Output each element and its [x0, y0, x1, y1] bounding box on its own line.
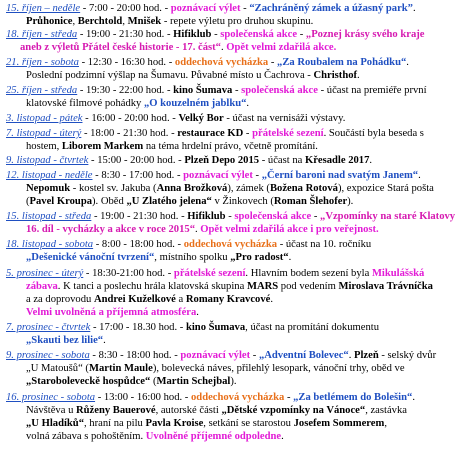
event-type: přátelské sezení — [173, 268, 246, 279]
body-text: - 19:00 - 21:30 hod. - — [77, 29, 174, 40]
body-text: , — [384, 418, 387, 429]
event-date[interactable]: 7. listopad - úterý — [6, 128, 82, 139]
body-text: - — [250, 350, 259, 361]
body-text: - 12:30 - 16:30 hod. - — [78, 57, 175, 68]
bold-name: Berchtold — [77, 16, 123, 27]
body-text: a za doprovodu — [26, 294, 94, 305]
body-text: na téma hrdelní právo, včetně promítání. — [143, 141, 318, 152]
body-text: - 17:00 - 18.30 hod. - — [90, 322, 186, 333]
entry-line — [6, 97, 432, 110]
event-entry — [6, 112, 432, 125]
walk-type: oddechová vycházka — [191, 392, 285, 403]
event-entry — [6, 169, 432, 208]
body-text: , setkání se starostou — [203, 418, 294, 429]
body-text: . Součástí byla beseda s — [323, 128, 424, 139]
bold-name: Plzeň Depo 2015 — [184, 155, 260, 166]
body-text: - 7:00 - 20:00 hod. - — [80, 3, 171, 14]
bold-name: Plzeň — [354, 350, 379, 361]
event-entry — [6, 154, 432, 167]
entry-line — [6, 154, 432, 167]
body-text: - — [232, 85, 242, 96]
body-text: - — [268, 57, 278, 68]
bold-name: Božena Rotová — [269, 183, 338, 194]
body-text: ), expozice Stará pošta — [337, 183, 434, 194]
bold-name: Roman Šlehofer — [273, 196, 348, 207]
event-entry — [6, 210, 455, 236]
event-title: 16. díl - vycházky a akce v roce 2015“ — [26, 224, 195, 235]
event-entry — [6, 84, 432, 110]
body-text: - 16:00 - 20:00 hod. - — [82, 113, 179, 124]
bold-name: Nepomuk — [26, 183, 71, 194]
event-entry — [6, 127, 432, 153]
entry-line — [6, 321, 432, 334]
body-text: - účast na — [259, 155, 305, 166]
event-title: „Dešenické vánoční tvrzení“ — [26, 252, 155, 263]
body-text: ). — [230, 376, 237, 387]
bold-name: Josefem Sommerem — [293, 418, 385, 429]
walk-type: oddechová vycházka — [174, 57, 269, 68]
entry-line — [6, 375, 432, 388]
event-entry — [6, 267, 432, 319]
body-text: . — [281, 431, 284, 442]
bold-name: Andrei Kuželkové — [93, 294, 176, 305]
event-type: společenská akce — [220, 29, 298, 40]
entry-line — [6, 430, 432, 443]
body-text: - 15:00 - 20:00 hod. - — [88, 155, 185, 166]
event-type: Velmi uvolněná a příjemná atmosféra — [26, 307, 197, 318]
body-text: . — [348, 350, 355, 361]
bold-name: Pavla Kroise — [145, 418, 204, 429]
entry-line — [6, 15, 432, 28]
body-text: , místního spolku — [154, 252, 231, 263]
body-text: - — [225, 211, 235, 222]
bold-name: Liborem Markem — [61, 141, 144, 152]
body-text: - — [284, 392, 294, 403]
entry-line — [6, 210, 455, 223]
event-title: „Za Roubalem na Pohádku“ — [277, 57, 407, 68]
event-date[interactable]: 16. prosinec - sobota — [6, 392, 96, 403]
bold-name: MARS — [246, 281, 279, 292]
event-entry — [6, 238, 432, 264]
event-date[interactable]: 5. prosinec - úterý — [6, 268, 84, 279]
body-text: - kostel sv. Jakuba ( — [70, 183, 157, 194]
body-text: a — [175, 294, 186, 305]
body-text: . K tanci a poslechu hrála klatovská skupina — [57, 281, 247, 292]
body-text: . — [196, 307, 199, 318]
body-text: - 8:30 - 18:00 hod. - — [89, 350, 181, 361]
entry-line — [6, 417, 432, 430]
event-type: zábava — [26, 281, 58, 292]
entry-line — [6, 41, 432, 54]
event-type: společenská akce — [234, 211, 312, 222]
event-type: poznávací výlet — [183, 170, 253, 181]
body-text: - 19:00 - 21:30 hod. - — [91, 211, 188, 222]
entry-line — [6, 238, 432, 251]
entry-line — [6, 334, 432, 347]
body-text: - 8:00 - 18:00 hod. - — [93, 239, 184, 250]
event-date[interactable]: 15. listopad - středa — [6, 211, 92, 222]
entry-line — [6, 84, 432, 97]
body-text: , — [122, 16, 128, 27]
body-text: v Žinkovech ( — [211, 196, 274, 207]
event-title: „Vzpomínky na staré Klatovy — [320, 211, 455, 222]
body-text: Návštěva u — [26, 405, 77, 416]
event-type: poznávací výlet — [180, 350, 251, 361]
bold-name: Křesadle 2017 — [304, 155, 370, 166]
body-text: . — [406, 57, 409, 68]
body-text: klatovské filmové pohádky — [26, 98, 144, 109]
bold-name: Anna Brožková — [156, 183, 228, 194]
entry-line — [6, 362, 432, 375]
body-text: ( — [26, 196, 30, 207]
body-text: - — [211, 29, 221, 40]
body-text: . — [357, 70, 360, 81]
body-text: - repete výletu pro druhou skupinu. — [161, 16, 314, 27]
entry-line — [6, 391, 432, 404]
body-text: ), zámek ( — [227, 183, 270, 194]
body-text: . — [369, 155, 373, 166]
event-entry — [6, 349, 437, 388]
entry-line — [6, 267, 432, 280]
event-title: „Černí baroni nad svatým Janem“ — [261, 170, 419, 181]
body-text: - — [240, 3, 250, 14]
event-title: “Zachráněný zámek a úžasný park” — [249, 3, 413, 14]
entry-line — [6, 280, 432, 293]
body-text: , autorské části — [155, 405, 222, 416]
entry-line — [6, 293, 432, 306]
body-text: - 18:30-21:00 hod. - — [83, 268, 174, 279]
bold-name: „U Zlatého jelena“ — [126, 196, 212, 207]
entry-line — [6, 2, 432, 15]
event-entry — [6, 56, 432, 82]
bold-name: Hifiklub — [173, 29, 212, 40]
entry-line — [6, 404, 432, 417]
event-date[interactable]: 21. říjen - sobota — [6, 57, 79, 68]
bold-name: „Pro radost“ — [230, 252, 289, 263]
bold-name: Mnišek — [127, 16, 162, 27]
event-date[interactable]: 7. prosinec - čtvrtek — [6, 322, 91, 333]
bold-name: Christhof — [313, 70, 358, 81]
event-type: Mikulášská — [371, 268, 425, 279]
event-type: poznávací výlet — [170, 3, 241, 14]
body-text: - účast na vernisáži výstavy. — [223, 113, 346, 124]
body-text: , — [72, 16, 78, 27]
event-date[interactable]: 9. listopad - čtvrtek — [6, 155, 89, 166]
entry-line — [6, 28, 432, 41]
entry-line — [6, 251, 432, 264]
event-type: přátelské sezení — [252, 128, 324, 139]
entry-line — [6, 195, 432, 208]
entry-line — [6, 306, 432, 319]
event-entry — [6, 2, 432, 28]
entry-line — [6, 349, 437, 362]
body-text: - — [297, 29, 306, 40]
bold-name: kino Šumava — [173, 85, 233, 96]
event-date[interactable]: 25. říjen - středa — [6, 85, 78, 96]
body-text: . — [288, 252, 292, 263]
event-title: „Poznej krásy svého kraje — [305, 29, 425, 40]
bold-name: Romany Kravcové — [185, 294, 271, 305]
body-text: - — [311, 211, 321, 222]
entry-line — [6, 140, 432, 153]
event-title: „Adventní Bolevec“ — [258, 350, 349, 361]
bold-name: Martin Maule — [88, 363, 153, 374]
body-text: , zastávka — [365, 405, 407, 416]
entry-line — [6, 223, 432, 236]
body-text: . — [246, 98, 250, 109]
body-text: ). Oběd — [92, 196, 127, 207]
entry-line — [6, 169, 432, 182]
body-text: . — [412, 3, 416, 14]
body-text: - účast na 10. ročníku — [277, 239, 372, 250]
event-type: Opět velmi zdařilá akce i pro veřejnost. — [200, 224, 379, 235]
body-text: - 8:30 - 17:00 hod. - — [92, 170, 184, 181]
body-text: hostem, — [26, 141, 62, 152]
body-text: , účast na promítání dokumentu — [245, 322, 380, 333]
bold-name: „Staroboleveckě hospůdce“ — [26, 376, 151, 387]
bold-name: Velký Bor — [178, 113, 224, 124]
body-text: ), bolevecká náves, přilehlý lesopark, vánoční trhy, oběd ve — [152, 363, 405, 374]
event-date[interactable]: 15. říjen – neděle — [6, 3, 81, 14]
body-text: - 19:30 - 22:00 hod. - — [77, 85, 174, 96]
body-text: , hraní na pilu — [84, 418, 146, 429]
body-text: ). — [347, 196, 354, 207]
event-date[interactable]: 18. říjen - středa — [6, 29, 78, 40]
bold-name: Pavel Kroupa — [29, 196, 93, 207]
walk-type: oddechová vycházka — [183, 239, 278, 250]
event-title: „Za betlémem do Bolešin“ — [293, 392, 413, 403]
event-type: Opět velmi zdařilá akce. — [226, 42, 337, 53]
body-text: - 18:00 - 21:30 hod. - — [81, 128, 178, 139]
body-text: volná zábava s pohoštěním. — [26, 431, 146, 442]
body-text: . Hlavním bodem sezení byla — [245, 268, 372, 279]
bold-name: kino Šumava — [185, 322, 246, 333]
bold-name: „U Hladíků“ — [26, 418, 84, 429]
event-title: „O kouzelném jablku“ — [143, 98, 247, 109]
event-type: Uvolněné příjemné odpoledne — [145, 431, 282, 442]
bold-name: Růženy Bauerové — [76, 405, 156, 416]
body-text: . — [418, 170, 421, 181]
body-text: . — [270, 294, 273, 305]
body-text: . — [103, 335, 106, 346]
body-text: - selský dvůr — [378, 350, 437, 361]
bold-name: „Dětské vzpomínky na Vánoce“ — [221, 405, 366, 416]
entry-line — [6, 69, 432, 82]
body-text: - 13:00 - 16:00 hod. - — [95, 392, 191, 403]
body-text: Poslední podzimní výšlap na Šumavu. Půvabné místo u Čachrova - — [26, 70, 314, 81]
event-date[interactable]: 9. prosinec - sobota — [6, 350, 90, 361]
event-date[interactable]: 12. listopad - neděle — [6, 170, 93, 181]
entry-line — [6, 127, 432, 140]
entry-line — [6, 182, 432, 195]
bold-name: Martin Schejbal — [156, 376, 231, 387]
body-text: pod vedením — [278, 281, 339, 292]
bold-name: Průhonice — [26, 16, 73, 27]
event-entry — [6, 321, 432, 347]
event-date[interactable]: 18. listopad - sobota — [6, 239, 94, 250]
event-entry — [6, 28, 432, 54]
event-title: aneb z výletů Přátel české historie - 17. část“ — [20, 42, 221, 53]
event-type: společenská akce — [241, 85, 318, 96]
body-text: . — [412, 392, 415, 403]
event-title: „Skauti bez lilie“ — [26, 335, 104, 346]
body-text: ( — [150, 376, 157, 387]
body-text: - — [252, 170, 262, 181]
body-text: - — [243, 128, 253, 139]
body-text: „U Matoušů“ ( — [26, 363, 89, 374]
bold-name: Miroslava Trávníčka — [338, 281, 433, 292]
bold-name: Hifiklub — [187, 211, 226, 222]
entry-line — [6, 112, 432, 125]
body-text: . — [220, 42, 227, 53]
body-text: - účast na premiéře první — [317, 85, 427, 96]
entry-line — [6, 56, 432, 69]
event-entry — [6, 391, 432, 443]
event-date[interactable]: 3. listopad - pátek — [6, 113, 83, 124]
body-text: . — [195, 224, 201, 235]
bold-name: restaurace KD — [177, 128, 244, 139]
